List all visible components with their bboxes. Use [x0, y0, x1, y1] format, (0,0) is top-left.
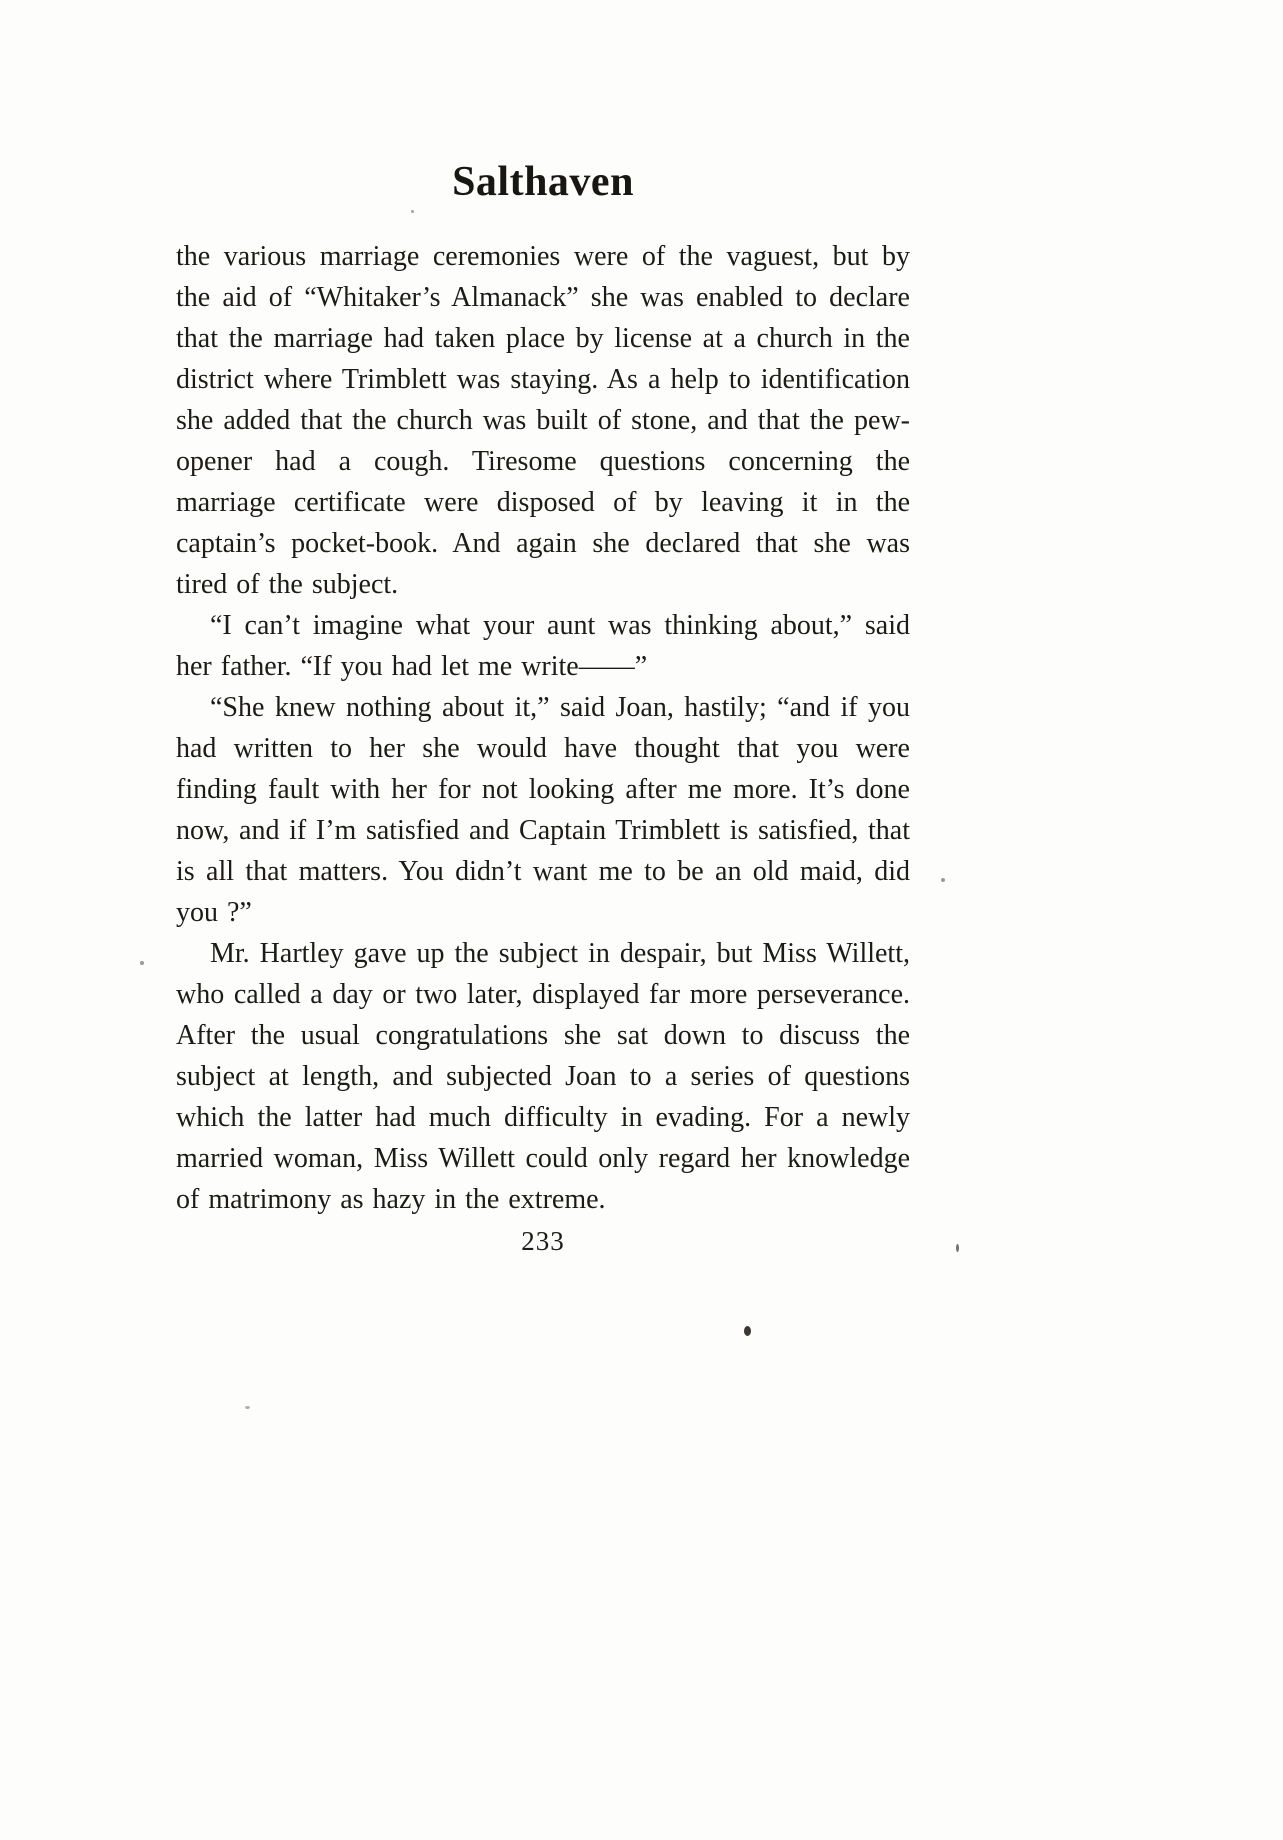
text-block: [176, 158, 910, 1257]
paragraph: Mr. Hartley gave up the subject in despair, but Miss Willett, who called a day or two later, displayed far more perseverance. After the usual congratulations she sat down to discuss the subject at length, and subjected Joan to a series of questions which the latter had much difficulty in evading. For a newly married woman, Miss Willett could only regard her knowledge of matrimony as hazy in the extreme.: [176, 938, 910, 1215]
ink-speck: [245, 1406, 250, 1409]
ink-speck: [956, 1244, 959, 1252]
ink-speck: [744, 1326, 751, 1336]
ink-speck: [411, 210, 414, 213]
paragraph: the various marriage ceremonies were of the vaguest, but by the aid of “Whitaker’s Almanack” she was enabled to declare that the marriage had taken place by license at a church in the district where Trimblett was staying. As a help to identification she added that the church was built of stone, and that the pew-opener had a cough. Tiresome questions concerning the marriage certificate were disposed of by leaving it in the captain’s pocket-book. And again she declared that she was tired of the subject.: [176, 241, 910, 600]
page-number: 233: [521, 1226, 565, 1256]
paragraph: “She knew nothing about it,” said Joan, hastily; “and if you had written to her she would have thought that you were finding fault with her for not looking after me more. It’s done now, and if I’m satisfied and Captain Trimblett is satisfied, that is all that matters. You didn’t want me to be an old maid, did you ?”: [176, 692, 910, 928]
ink-speck: [941, 878, 945, 882]
ink-speck: [140, 961, 144, 965]
page-title: Salthaven: [452, 159, 634, 205]
paragraph: “I can’t imagine what your aunt was thinking about,” said her father. “If you had let me write——”: [176, 610, 910, 682]
